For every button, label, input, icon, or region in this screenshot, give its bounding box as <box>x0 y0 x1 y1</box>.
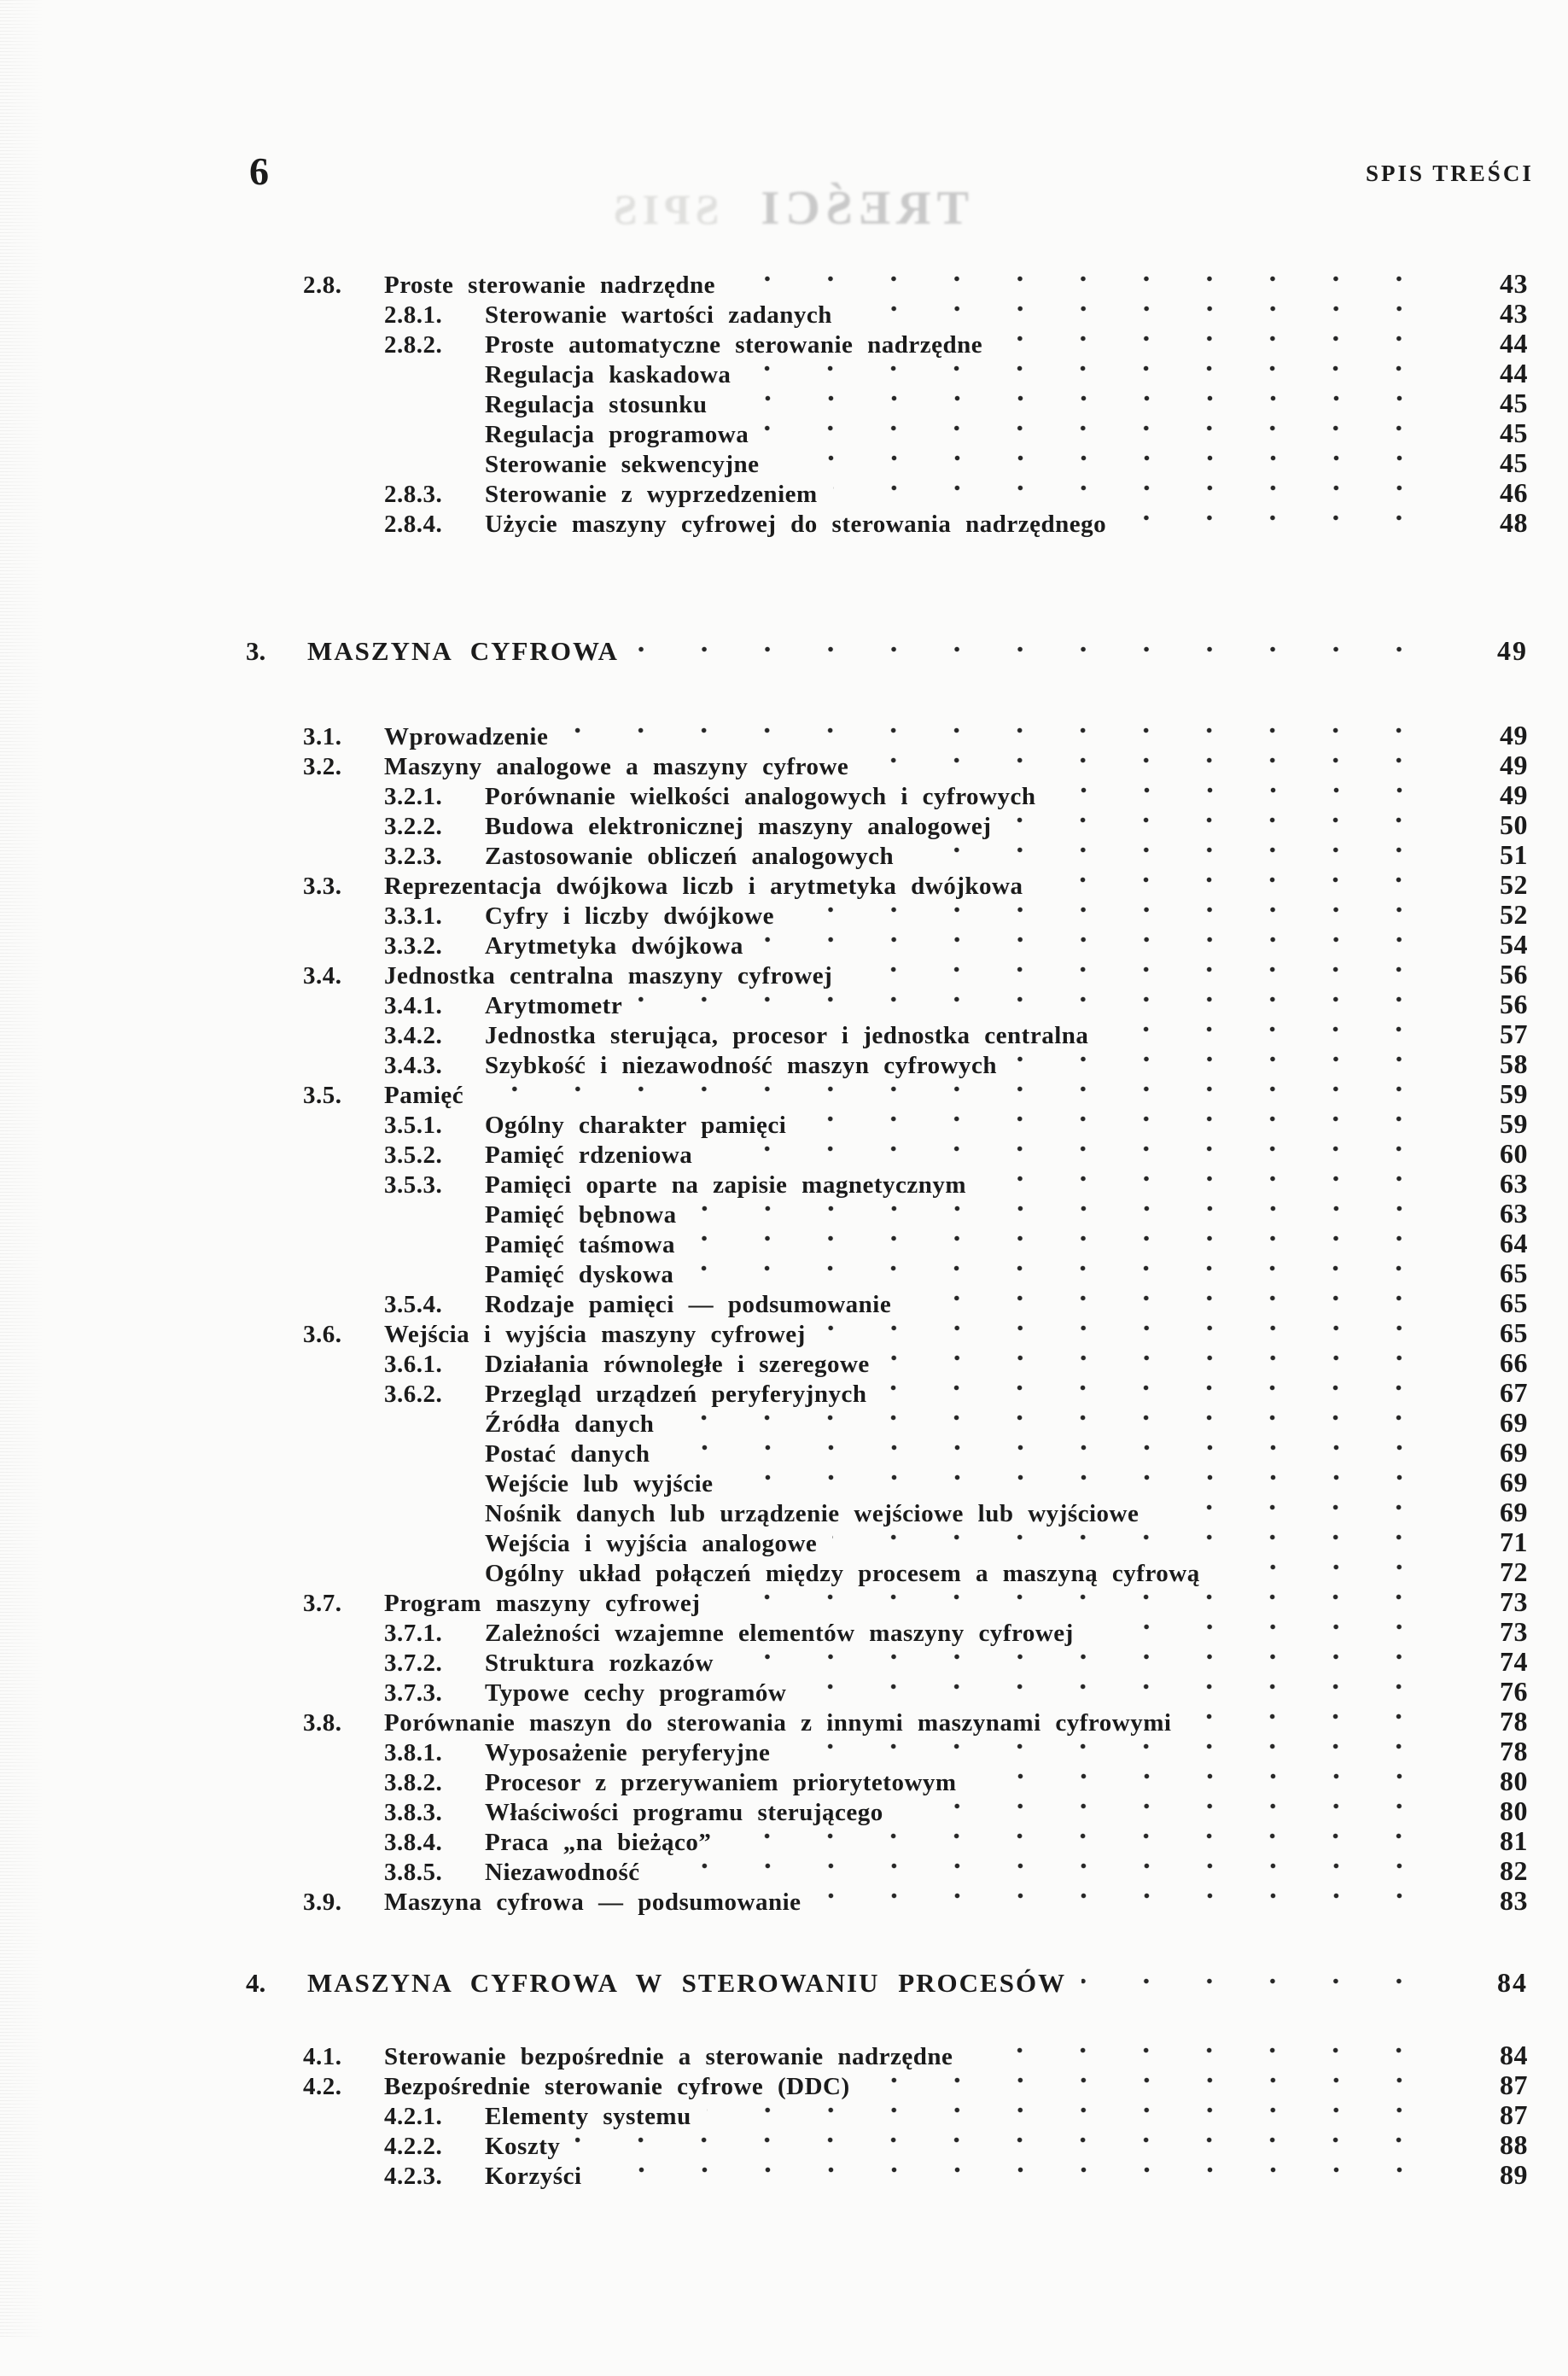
toc-entry-row <box>0 1318 1568 1348</box>
entry-page-number: 51 <box>1500 839 1528 870</box>
toc-entry-row <box>0 1497 1568 1527</box>
entry-number: 3.5.2. <box>384 1141 443 1169</box>
toc-entry-row <box>0 1229 1568 1258</box>
entry-title: Wejścia i wyjścia analogowe <box>485 1530 818 1557</box>
toc-entry-row <box>0 930 1568 960</box>
dot-leader <box>634 632 1431 669</box>
toc-entry-row <box>0 1438 1568 1468</box>
dot-leader <box>790 900 1431 930</box>
toc-entry-row <box>0 2160 1568 2190</box>
entry-title: Zastosowanie obliczeń analogowych <box>485 843 895 870</box>
entry-page-number: 49 <box>1500 720 1528 750</box>
toc-entry-row <box>0 1348 1568 1378</box>
toc-entry-row <box>0 1199 1568 1229</box>
entry-title: Procesor z przerywaniem priorytetowym <box>485 1769 957 1796</box>
toc-entry-row <box>0 1796 1568 1826</box>
dot-leader <box>759 930 1431 960</box>
toc-entry-row <box>0 1258 1568 1288</box>
section-number: 4. <box>246 1968 266 1998</box>
dot-leader <box>982 1169 1431 1199</box>
entry-number: 3.6.1. <box>384 1351 443 1378</box>
entry-title: Typowe cechy programów <box>485 1679 787 1707</box>
section-heading-row <box>0 632 1568 669</box>
entry-page-number: 44 <box>1500 328 1528 359</box>
entry-title: Struktura rozkazów <box>485 1649 714 1677</box>
entry-page-number: 45 <box>1500 417 1528 448</box>
toc-entry-row <box>0 870 1568 900</box>
toc-entry-row <box>0 1378 1568 1408</box>
page-number: 6 <box>249 149 269 193</box>
dot-leader <box>715 1587 1431 1617</box>
entry-page-number: 48 <box>1500 507 1528 538</box>
entry-page-number: 78 <box>1500 1706 1528 1737</box>
entry-number: 3.1. <box>303 723 342 750</box>
dot-leader <box>764 418 1431 448</box>
dot-leader <box>707 2100 1431 2130</box>
dot-leader <box>692 1199 1431 1229</box>
entry-number: 3.5.1. <box>384 1112 443 1139</box>
entry-title: Pamięć rdzeniowa <box>485 1141 693 1169</box>
entry-page-number: 52 <box>1500 869 1528 900</box>
entry-page-number: 74 <box>1500 1646 1528 1677</box>
dot-leader <box>731 269 1431 299</box>
entry-page-number: 69 <box>1500 1467 1528 1497</box>
entry-page-number: 63 <box>1500 1198 1528 1229</box>
entry-number: 3.8.5. <box>384 1859 443 1886</box>
entry-page-number: 80 <box>1500 1766 1528 1796</box>
entry-title: Reprezentacja dwójkowa liczb i arytmetyka dwójkowa <box>384 873 1023 900</box>
entry-title: Wejścia i wyjścia maszyny cyfrowej <box>384 1321 806 1348</box>
toc-entry-row <box>0 299 1568 329</box>
dot-leader <box>866 2070 1431 2100</box>
entry-page-number: 54 <box>1500 929 1528 960</box>
dot-leader <box>906 1288 1431 1318</box>
dot-leader <box>723 388 1431 418</box>
entry-title: Ogólny charakter pamięci <box>485 1112 787 1139</box>
entry-number: 2.8.3. <box>384 481 443 508</box>
toc-entry-row <box>0 508 1568 538</box>
entry-page-number: 65 <box>1500 1287 1528 1318</box>
entry-page-number: 88 <box>1500 2129 1528 2160</box>
entry-page-number: 69 <box>1500 1437 1528 1468</box>
dot-leader <box>726 1826 1431 1856</box>
entry-number: 3.4.3. <box>384 1052 443 1079</box>
entry-number: 3.9. <box>303 1889 342 1916</box>
entry-page-number: 56 <box>1500 989 1528 1019</box>
entry-title: Korzyści <box>485 2163 582 2190</box>
entry-number: 4.2.3. <box>384 2163 443 2190</box>
toc-entry-row <box>0 418 1568 448</box>
entry-title: Niezawodność <box>485 1859 640 1886</box>
entry-number: 3.7. <box>303 1590 342 1617</box>
toc-entry-row <box>0 1707 1568 1737</box>
toc-entry-row <box>0 1617 1568 1647</box>
entry-page-number: 50 <box>1500 809 1528 840</box>
toc-entry-row <box>0 840 1568 870</box>
dot-leader <box>909 840 1431 870</box>
entry-number: 3.4. <box>303 962 342 990</box>
dot-leader <box>638 990 1431 1019</box>
dot-leader <box>597 2160 1431 2190</box>
toc-entry-row <box>0 1647 1568 1677</box>
toc-entry-row <box>0 780 1568 810</box>
toc-entry-row <box>0 2130 1568 2160</box>
dot-leader <box>1012 1049 1431 1079</box>
dot-leader <box>691 1229 1431 1258</box>
entry-number: 4.1. <box>303 2043 342 2070</box>
entry-number: 3.3.2. <box>384 932 443 960</box>
entry-page-number: 89 <box>1500 2159 1528 2190</box>
entry-page-number: 84 <box>1497 1967 1528 1998</box>
dot-leader <box>1089 1617 1431 1647</box>
dot-leader <box>1038 870 1431 900</box>
entry-title: Wprowadzenie <box>384 723 549 750</box>
toc-entry-row <box>0 1856 1568 1886</box>
dot-leader <box>899 1796 1431 1826</box>
entry-page-number: 87 <box>1500 2099 1528 2130</box>
toc-entry-row <box>0 810 1568 840</box>
entry-number: 3.6.2. <box>384 1381 443 1408</box>
entry-page-number: 76 <box>1500 1676 1528 1707</box>
toc-entry-row <box>0 960 1568 990</box>
entry-page-number: 73 <box>1500 1616 1528 1647</box>
entry-title: Regulacja stosunku <box>485 391 708 418</box>
dot-leader <box>817 1886 1431 1916</box>
dot-leader <box>1122 508 1431 538</box>
entry-title: Zależności wzajemne elementów maszyny cyfrowej <box>485 1620 1074 1647</box>
entry-number: 3.6. <box>303 1321 342 1348</box>
entry-page-number: 56 <box>1500 959 1528 990</box>
entry-page-number: 44 <box>1500 358 1528 388</box>
entry-title: Program maszyny cyfrowej <box>384 1590 701 1617</box>
dot-leader <box>1215 1557 1431 1587</box>
entry-title: Pamięci oparte na zapisie magnetycznym <box>485 1171 967 1199</box>
entry-page-number: 65 <box>1500 1317 1528 1348</box>
toc-entry-row <box>0 1557 1568 1587</box>
entry-page-number: 82 <box>1500 1855 1528 1886</box>
dot-leader <box>575 2130 1431 2160</box>
dot-leader <box>1006 810 1431 840</box>
entry-number: 3.8.1. <box>384 1739 443 1766</box>
entry-title: Sterowanie z wyprzedzeniem <box>485 481 818 508</box>
entry-number: 3.7.2. <box>384 1649 443 1677</box>
table-of-contents <box>0 269 1568 2190</box>
entry-number: 3.3.1. <box>384 902 443 930</box>
entry-page-number: 71 <box>1500 1527 1528 1557</box>
entry-title: Regulacja kaskadowa <box>485 361 732 388</box>
toc-entry-row <box>0 1019 1568 1049</box>
dot-leader <box>885 1348 1431 1378</box>
entry-title: Maszyny analogowe a maszyny cyfrowe <box>384 753 849 780</box>
toc-header-title: SPIS TREŚCI <box>1366 161 1534 186</box>
entry-page-number: 59 <box>1500 1078 1528 1109</box>
entry-page-number: 57 <box>1500 1019 1528 1049</box>
toc-entry-row <box>0 1677 1568 1707</box>
dot-leader <box>998 329 1431 359</box>
ink-bleedthrough-text <box>252 181 969 236</box>
toc-entry-row <box>0 1527 1568 1557</box>
entry-title: Rodzaje pamięci — podsumowanie <box>485 1291 892 1318</box>
toc-entry-row <box>0 2040 1568 2070</box>
entry-page-number: 59 <box>1500 1108 1528 1139</box>
dot-leader <box>968 2040 1431 2070</box>
toc-entry-row <box>0 990 1568 1019</box>
dot-leader <box>729 1468 1431 1497</box>
entry-title: Bezpośrednie sterowanie cyfrowe (DDC) <box>384 2073 850 2100</box>
entry-title: Sterowanie wartości zadanych <box>485 301 832 329</box>
section-title: MASZYNA CYFROWA <box>307 636 619 666</box>
ghost-text-primary: TREŚCI <box>755 182 969 235</box>
ghost-text-secondary: SPIS <box>608 185 720 233</box>
entry-page-number: 69 <box>1500 1497 1528 1527</box>
entry-page-number: 69 <box>1500 1407 1528 1438</box>
dot-leader <box>1186 1707 1431 1737</box>
entry-page-number: 66 <box>1500 1347 1528 1378</box>
entry-page-number: 49 <box>1500 750 1528 780</box>
entry-number: 3.7.3. <box>384 1679 443 1707</box>
dot-leader <box>1052 780 1431 810</box>
dot-leader <box>848 299 1431 329</box>
entry-page-number: 60 <box>1500 1138 1528 1169</box>
entry-number: 3.2. <box>303 753 342 780</box>
entry-title: Maszyna cyfrowa — podsumowanie <box>384 1889 801 1916</box>
entry-title: Regulacja programowa <box>485 421 749 448</box>
entry-title: Działania równoległe i szeregowe <box>485 1351 870 1378</box>
entry-number: 3.3. <box>303 873 342 900</box>
entry-title: Arytmetyka dwójkowa <box>485 932 743 960</box>
entry-title: Porównanie maszyn do sterowania z innymi maszynami cyfrowymi <box>384 1709 1172 1737</box>
toc-entry-row <box>0 448 1568 478</box>
entry-number: 4.2.1. <box>384 2103 443 2130</box>
entry-page-number: 78 <box>1500 1736 1528 1766</box>
entry-page-number: 83 <box>1500 1885 1528 1916</box>
dot-leader <box>972 1766 1431 1796</box>
entry-title: Cyfry i liczby dwójkowe <box>485 902 774 930</box>
entry-number: 3.4.1. <box>384 992 443 1019</box>
entry-title: Proste sterowanie nadrzędne <box>384 271 716 299</box>
dot-leader <box>666 1438 1431 1468</box>
entry-page-number: 58 <box>1500 1048 1528 1079</box>
entry-title: Właściwości programu sterującego <box>485 1799 883 1826</box>
entry-page-number: 87 <box>1500 2070 1528 2100</box>
entry-number: 2.8.1. <box>384 301 443 329</box>
dot-leader <box>801 1677 1431 1707</box>
entry-page-number: 67 <box>1500 1377 1528 1408</box>
dot-leader <box>821 1318 1431 1348</box>
entry-title: Ogólny układ połączeń między procesem a maszyną cyfrową <box>485 1560 1200 1587</box>
entry-number: 3.5.3. <box>384 1171 443 1199</box>
toc-entry-row <box>0 329 1568 359</box>
entry-title: Elementy systemu <box>485 2103 691 2130</box>
entry-page-number: 45 <box>1500 447 1528 478</box>
entry-title: Nośnik danych lub urządzenie wejściowe lub wyjściowe <box>485 1500 1140 1527</box>
toc-entry-row <box>0 1079 1568 1109</box>
dot-leader <box>656 1856 1431 1886</box>
toc-entry-row <box>0 721 1568 750</box>
entry-title: Praca „na bieżąco” <box>485 1829 712 1856</box>
entry-page-number: 49 <box>1497 635 1528 666</box>
dot-leader <box>801 1109 1431 1139</box>
entry-title: Wejście lub wyjście <box>485 1470 714 1497</box>
entry-number: 2.8.2. <box>384 331 443 359</box>
dot-leader <box>1104 1019 1431 1049</box>
entry-page-number: 81 <box>1500 1825 1528 1856</box>
entry-title: Sterowanie bezpośrednie a sterowanie nadrzędne <box>384 2043 953 2070</box>
dot-leader <box>746 359 1431 388</box>
toc-entry-row <box>0 1288 1568 1318</box>
dot-leader <box>785 1737 1431 1766</box>
entry-number: 3.2.2. <box>384 813 443 840</box>
entry-title: Koszty <box>485 2133 561 2160</box>
entry-page-number: 64 <box>1500 1228 1528 1258</box>
entry-number: 3.8.2. <box>384 1769 443 1796</box>
entry-number: 3.8.3. <box>384 1799 443 1826</box>
toc-entry-row <box>0 1049 1568 1079</box>
entry-title: Pamięć bębnowa <box>485 1201 677 1229</box>
entry-number: 4.2.2. <box>384 2133 443 2160</box>
entry-number: 3.8.4. <box>384 1829 443 1856</box>
entry-number: 3.2.1. <box>384 783 443 810</box>
entry-title: Budowa elektronicznej maszyny analogowej <box>485 813 992 840</box>
dot-leader <box>708 1139 1431 1169</box>
toc-entry-row <box>0 2070 1568 2100</box>
dot-leader <box>848 960 1431 990</box>
entry-page-number: 52 <box>1500 899 1528 930</box>
entry-number: 2.8.4. <box>384 511 443 538</box>
entry-title: Pamięć <box>384 1082 464 1109</box>
section-heading-row <box>0 1964 1568 2001</box>
entry-page-number: 84 <box>1500 2040 1528 2070</box>
entry-title: Porównanie wielkości analogowych i cyfrowych <box>485 783 1036 810</box>
dot-leader <box>669 1408 1431 1438</box>
dot-leader <box>479 1079 1431 1109</box>
entry-title: Wyposażenie peryferyjne <box>485 1739 771 1766</box>
entry-number: 3.7.1. <box>384 1620 443 1647</box>
toc-entry-row <box>0 1766 1568 1796</box>
toc-entry-row <box>0 1169 1568 1199</box>
entry-page-number: 73 <box>1500 1586 1528 1617</box>
toc-entry-row <box>0 1408 1568 1438</box>
entry-title: Pamięć dyskowa <box>485 1261 674 1288</box>
entry-page-number: 80 <box>1500 1795 1528 1826</box>
entry-number: 3.5. <box>303 1082 342 1109</box>
entry-number: 3.2.3. <box>384 843 443 870</box>
entry-title: Sterowanie sekwencyjne <box>485 451 760 478</box>
toc-entry-row <box>0 1737 1568 1766</box>
entry-page-number: 72 <box>1500 1556 1528 1587</box>
toc-entry-row <box>0 1468 1568 1497</box>
toc-entry-row <box>0 359 1568 388</box>
entry-title: Jednostka sterująca, procesor i jednostka centralna <box>485 1022 1089 1049</box>
toc-entry-row <box>0 1826 1568 1856</box>
entry-page-number: 49 <box>1500 779 1528 810</box>
toc-entry-row <box>0 750 1568 780</box>
toc-entry-row <box>0 2100 1568 2130</box>
entry-title: Użycie maszyny cyfrowej do sterowania nadrzędnego <box>485 511 1107 538</box>
entry-page-number: 43 <box>1500 268 1528 299</box>
toc-entry-row <box>0 269 1568 299</box>
entry-number: 4.2. <box>303 2073 342 2100</box>
toc-entry-row <box>0 1109 1568 1139</box>
toc-entry-row <box>0 388 1568 418</box>
entry-page-number: 63 <box>1500 1168 1528 1199</box>
dot-leader <box>832 1527 1431 1557</box>
toc-entry-row <box>0 900 1568 930</box>
entry-title: Szybkość i niezawodność maszyn cyfrowych <box>485 1052 998 1079</box>
dot-leader <box>864 750 1431 780</box>
dot-leader <box>689 1258 1431 1288</box>
entry-title: Jednostka centralna maszyny cyfrowej <box>384 962 833 990</box>
entry-page-number: 45 <box>1500 388 1528 418</box>
entry-number: 3.5.4. <box>384 1291 443 1318</box>
entry-title: Arytmometr <box>485 992 623 1019</box>
entry-number: 3.4.2. <box>384 1022 443 1049</box>
entry-title: Pamięć taśmowa <box>485 1231 675 1258</box>
entry-title: Proste automatyczne sterowanie nadrzędne <box>485 331 983 359</box>
entry-page-number: 43 <box>1500 298 1528 329</box>
section-title: MASZYNA CYFROWA W STEROWANIU PROCESÓW <box>307 1968 1067 1998</box>
entry-title: Przegląd urządzeń peryferyjnych <box>485 1381 867 1408</box>
dot-leader <box>729 1647 1431 1677</box>
entry-page-number: 46 <box>1500 477 1528 508</box>
entry-number: 3.8. <box>303 1709 342 1737</box>
dot-leader <box>775 448 1431 478</box>
entry-title: Postać danych <box>485 1440 650 1468</box>
dot-leader <box>833 478 1431 508</box>
toc-entry-row <box>0 1139 1568 1169</box>
dot-leader <box>563 721 1431 750</box>
entry-title: Źródła danych <box>485 1410 655 1438</box>
toc-entry-row <box>0 478 1568 508</box>
section-number: 3. <box>246 636 266 666</box>
entry-page-number: 65 <box>1500 1258 1528 1288</box>
dot-leader <box>1154 1497 1431 1527</box>
toc-entry-row <box>0 1587 1568 1617</box>
entry-number: 2.8. <box>303 271 342 299</box>
dot-leader <box>1081 1964 1431 2001</box>
toc-entry-row <box>0 1886 1568 1916</box>
dot-leader <box>882 1378 1431 1408</box>
